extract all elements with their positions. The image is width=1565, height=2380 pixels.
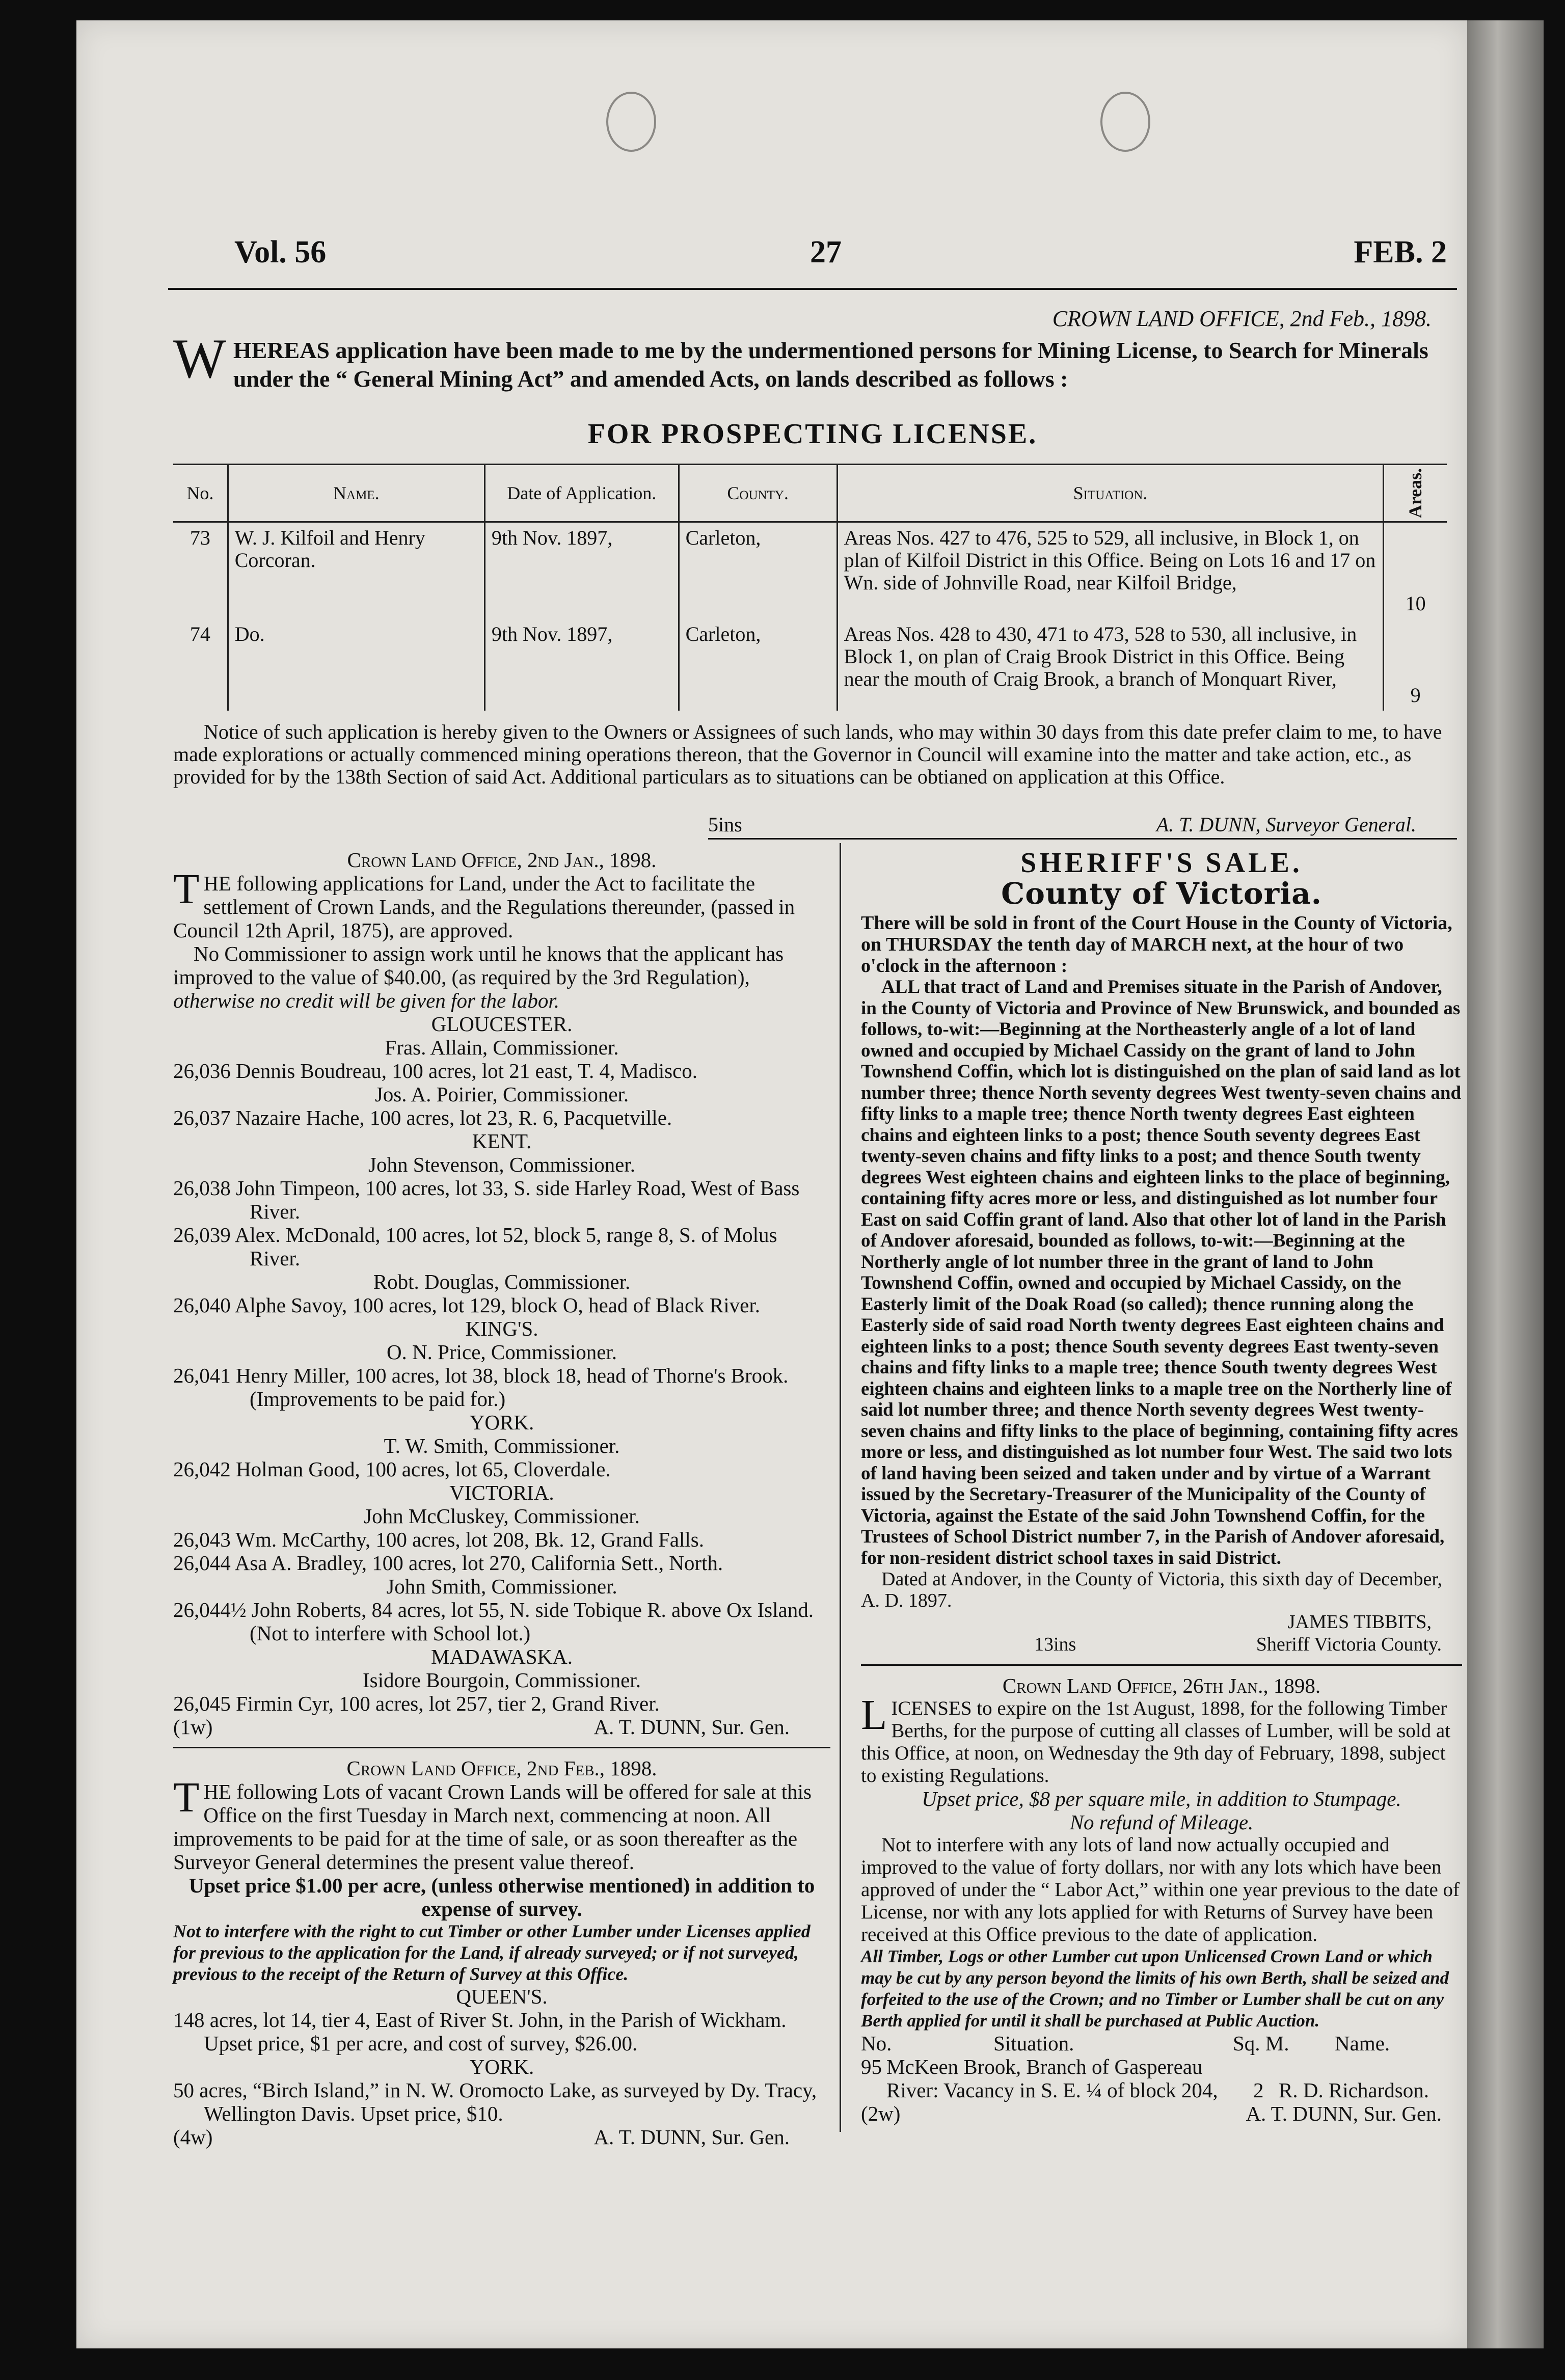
vacant-lots-signature	[173, 2125, 830, 2149]
county-heading: KING'S.	[465, 1317, 538, 1340]
issue-date: FEB. 2	[1354, 235, 1447, 269]
application-entry: 26,042 Holman Good, 100 acres, lot 65, Cloverdale.	[173, 1457, 611, 1481]
page-header	[168, 234, 1457, 295]
commissioner-line: Isidore Bourgoin, Commissioner.	[363, 1668, 641, 1692]
binding-hole	[1100, 92, 1150, 152]
insertion-count: (2w)	[861, 2102, 901, 2125]
insertion-count: 13ins	[1034, 1634, 1076, 1655]
berth-sqm: 2	[1253, 2078, 1264, 2102]
cell-name: W. J. Kilfoil and Henry Corcoran.	[228, 522, 484, 619]
commissioner-line: Robt. Douglas, Commissioner.	[373, 1270, 631, 1293]
cell-county: Carleton,	[679, 619, 837, 711]
insertion-count: 5ins	[708, 813, 742, 836]
column-header: No.	[173, 465, 228, 522]
land-apps-list	[173, 1012, 830, 1715]
application-entry: 26,043 Wm. McCarthy, 100 acres, lot 208, Bk. 12, Grand Falls.	[173, 1528, 704, 1551]
table-header-row	[173, 465, 1447, 522]
application-entry: 26,037 Nazaire Hache, 100 acres, lot 23, R. 6, Pacquetville.	[173, 1106, 672, 1129]
sheriff-dated: Dated at Andover, in the County of Victoria, this sixth day of December, A. D. 1897.	[861, 1568, 1442, 1611]
intro-text: ICENSES to expire on the 1st August, 1898, for the following Timber Berths, for the purpose of cutting all classes of Lumber, will be sold at this Office, at noon, on Wednesday the 9th day of February, 1898, subject to existing Regulations.	[861, 1697, 1451, 1787]
vacant-lots-intro	[173, 1774, 830, 1874]
berth-no: 95	[861, 2055, 882, 2078]
land-apps-signature	[173, 1715, 830, 1739]
commissioner-line: Jos. A. Poirier, Commissioner.	[374, 1083, 629, 1106]
vacant-lots-note: Not to interfere with the right to cut Timber or other Lumber under Licenses applied for previous to the application for the Land, if already surveyed; or if not surveyed, previous to the receipt of the Return of Survey at this Office.	[173, 1921, 811, 1984]
application-entry: 26,039 Alex. McDonald, 100 acres, lot 52, block 5, range 8, S. of Molus River.	[173, 1223, 777, 1270]
county-heading: YORK.	[469, 2055, 534, 2078]
section-title: FOR PROSPECTING LICENSE.	[587, 418, 1038, 450]
timber-refund: No refund of Mileage.	[1069, 1810, 1254, 1834]
signature-name: A. T. DUNN, Sur. Gen.	[593, 2125, 790, 2149]
cell-no: 73	[190, 526, 210, 549]
berth-col-sqm: Sq. M.	[1233, 2032, 1289, 2055]
column-divider	[840, 843, 841, 2132]
column-header: County.	[679, 465, 837, 522]
drop-cap: T	[173, 1774, 200, 1821]
right-column	[861, 848, 1462, 2125]
column-header: Date of Application.	[484, 465, 679, 522]
signature-name: A. T. DUNN, Surveyor General.	[1156, 813, 1416, 836]
binding-hole	[606, 92, 656, 152]
signature-name: A. T. DUNN, Sur. Gen.	[1246, 2102, 1442, 2125]
berth-col-name: Name.	[1335, 2032, 1390, 2055]
table-row	[173, 619, 1447, 711]
vacant-lots-office-line: Crown Land Office, 2nd Feb., 1898.	[346, 1756, 657, 1780]
county-heading: MADAWASKA.	[430, 1645, 573, 1668]
cell-areas: 10	[1384, 522, 1447, 619]
drop-cap: W	[173, 328, 226, 390]
intro-text: HE following applications for Land, under the Act to facilitate the settlement of Crown Lands, and the Regulations thereunder, (passed in Council 12th April, 1875), are approved.	[173, 872, 795, 942]
lot-entry: 50 acres, “Birch Island,” in N. W. Oromocto Lake, as surveyed by Dy. Tracy, Wellington Davis. Upset price, $10.	[173, 2078, 817, 2125]
column-header: Name.	[228, 465, 484, 522]
application-entry: 26,045 Firmin Cyr, 100 acres, lot 257, tier 2, Grand River.	[173, 1692, 660, 1715]
upset-price: Upset price $1.00 per acre, (unless otherwise mentioned) in addition to expense of survey.	[188, 1874, 815, 1921]
page-number: 27	[810, 235, 842, 269]
berth-col-situation: Situation.	[993, 2032, 1074, 2055]
cell-areas: 9	[1384, 619, 1447, 711]
cell-situation: Areas Nos. 427 to 476, 525 to 529, all inclusive, in Block 1, on plan of Kilfoil District in this Office. Being on Lots 16 and 17 on Wn. side of Johnville Road, near Kilfoil Bridge,	[837, 522, 1384, 619]
sheriff-title: SHERIFF'S SALE.	[1020, 847, 1303, 879]
timber-office-line: Crown Land Office, 26th Jan., 1898.	[1002, 1674, 1321, 1697]
license-table	[173, 464, 1447, 711]
land-apps-intro	[173, 866, 830, 942]
drop-cap: L	[861, 1691, 887, 1739]
cell-situation: Areas Nos. 428 to 430, 471 to 473, 528 to 530, all inclusive, in Block 1, on plan of Craig Brook District in this Office. Being near the mouth of Craig Brook, a branch of Monquart River,	[837, 619, 1384, 711]
left-column	[173, 848, 830, 2149]
insertion-count: (1w)	[173, 1715, 213, 1739]
notice-paragraph: Notice of such application is hereby given to the Owners or Assignees of such lands, who may within 30 days from this date prefer claim to me, to have made explorations or actually commenced mining operations thereon, that the Governor in Council will examine into the matter and take action, etc., as provided for by the 138th Section of said Act. Additional particulars as to situations can be obtianed on application at this Office.	[173, 720, 1442, 788]
commissioner-line: O. N. Price, Commissioner.	[386, 1340, 617, 1364]
timber-conditions: Not to interfere with any lots of land now actually occupied and improved to the value of forty dollars, nor with any lots which have been approved of under the “ Labor Act,” within one year previous to the date of License, nor with any lots applied for with Returns of Survey have been received at this Office previous to the date of application.	[861, 1834, 1460, 1945]
cell-county: Carleton,	[679, 522, 837, 619]
note-italic: otherwise no credit will be given for the labor.	[173, 989, 560, 1012]
county-heading: QUEEN'S.	[456, 1985, 548, 2008]
whereas-text: HEREAS application have been made to me by the undermentioned persons for Mining License, to Search for Minerals under the “ General Mining Act” and amended Acts, on lands described as follows :	[233, 337, 1428, 392]
whereas-paragraph	[173, 328, 1447, 393]
note-text: No Commissioner to assign work until he knows that the applicant has improved to the value of $40.00, (as required by the 3rd Regulation),	[173, 942, 784, 989]
berth-col-no: No.	[861, 2032, 892, 2055]
berth-row	[861, 2055, 1462, 2102]
areas-label: Areas.	[1405, 468, 1426, 519]
berth-table-header	[861, 2032, 1462, 2055]
cell-no: 74	[190, 622, 210, 645]
page-edge	[1467, 20, 1544, 2348]
county-heading: YORK.	[469, 1411, 534, 1434]
table-row	[173, 522, 1447, 619]
section-rule	[708, 838, 1457, 840]
timber-upset: Upset price, $8 per square mile, in addition to Stumpage.	[922, 1787, 1401, 1810]
insertion-count: (4w)	[173, 2125, 213, 2149]
volume-label: Vol. 56	[234, 235, 327, 269]
header-rule	[168, 288, 1457, 290]
prospecting-office-line: CROWN LAND OFFICE, 2nd Feb., 1898.	[1052, 306, 1432, 331]
application-entry: 26,036 Dennis Boudreau, 100 acres, lot 21 east, T. 4, Madisco.	[173, 1059, 697, 1083]
county-heading: VICTORIA.	[449, 1481, 554, 1504]
signature-name: A. T. DUNN, Sur. Gen.	[593, 1715, 790, 1739]
sheriff-description: ALL that tract of Land and Premises situate in the Parish of Andover, in the County of Victoria and Province of New Brunswick, and bounded as follows, to-wit:—Beginning at the Northeasterly angle of a lot of land owned and occupied by Michael Cassidy on the grant of land to John Townshend Coffin, which lot is distinguished on the plan of said land as lot number three; thence North seventy degrees West twenty-seven chains and fifty links to a maple tree; thence North twenty degrees East eighteen chains and eighteen links to a post; thence South seventy degrees East twenty-seven chains and fifty links to a post; and thence South twenty degrees West eighteen chains and eighteen links to the place of beginning, containing fifty acres more or less, and distinguished as lot number four East on said Coffin grant of land. Also that other lot of land in the Parish of Andover aforesaid, bounded as follows, to-wit:—Beginning at the Northerly angle of lot number three in the grant of land to John Townshend Coffin, owned and occupied by Michael Cassidy, on the Easterly limit of the Doak Road (so called); thence running along the Easterly side of said road North twenty degrees East eighteen chains and eighteen links to a post; thence South seventy degrees East twenty-seven chains and fifty links to a maple tree; thence South twenty degrees West eighteen chains and eighteen links to a maple tree on the Northerly line of said lot number three; and thence North seventy degrees West twenty-seven chains and fifty links to the place of beginning, containing fifty acres more or less, and distinguished as lot number four West. The said two lots of land having been seized and taken under and by virtue of a Warrant issued by the Secretary-Treasurer of the Municipality of the County of Victoria, against the Estate of the said John Townshend Coffin, for the Trustees of School District number 7, in the Parish of Andover aforesaid, for non-resident district school taxes in said District.	[861, 977, 1462, 1568]
sheriff-intro: There will be sold in front of the Court House in the County of Victoria, on THURSDAY the tenth day of MARCH next, at the hour of two o'clock in the afternoon :	[861, 912, 1452, 977]
land-apps-note	[173, 942, 830, 1012]
application-entry: 26,040 Alphe Savoy, 100 acres, lot 129, block O, head of Black River.	[173, 1293, 760, 1317]
column-header: Situation.	[837, 465, 1384, 522]
application-entry: 26,038 John Timpeon, 100 acres, lot 33, S. side Harley Road, West of Bass River.	[173, 1176, 800, 1223]
drop-cap: T	[173, 866, 200, 913]
document-page	[76, 20, 1467, 2348]
lot-entry: 148 acres, lot 14, tier 4, East of River St. John, in the Parish of Wickham. Upset price, $1 per acre, and cost of survey, $26.00.	[173, 2008, 787, 2055]
berth-situation: McKeen Brook, Branch of Gaspereau River: Vacancy in S. E. ¼ of block 204,	[886, 2055, 1218, 2102]
application-entry: 26,041 Henry Miller, 100 acres, lot 38, block 18, head of Thorne's Brook. (Improvements to be paid for.)	[173, 1364, 789, 1411]
land-apps-office-line: Crown Land Office, 2nd Jan., 1898.	[347, 848, 657, 872]
commissioner-line: John Smith, Commissioner.	[386, 1575, 617, 1598]
cell-date: 9th Nov. 1897,	[484, 619, 679, 711]
intro-text: HE following Lots of vacant Crown Lands will be offered for sale at this Office on the first Tuesday in March next, commencing at noon. All improvements to be paid for at the time of sale, or as soon thereafter as the Surveyor General determines the present value thereof.	[173, 1780, 812, 1874]
sheriff-title-line: Sheriff Victoria County.	[1256, 1634, 1442, 1655]
application-entry: 26,044 Asa A. Bradley, 100 acres, lot 270, California Sett., North.	[173, 1551, 723, 1575]
county-heading: GLOUCESTER.	[431, 1012, 573, 1036]
column-header	[1384, 465, 1447, 522]
sheriff-name: JAMES TIBBITS,	[1287, 1611, 1432, 1633]
cell-name: Do.	[228, 619, 484, 711]
commissioner-line: John Stevenson, Commissioner.	[368, 1153, 635, 1176]
timber-intro	[861, 1691, 1462, 1787]
timber-note: All Timber, Logs or other Lumber cut upon Unlicensed Crown Land or which may be cut by any person beyond the limits of his own Berth, shall be seized and forfeited to the use of the Crown; and no Timber or Lumber shall be cut on any Berth applied for until it shall be purchased at Public Auction.	[861, 1946, 1449, 2031]
berth-name: R. D. Richardson.	[1279, 2078, 1429, 2102]
section-rule	[173, 1747, 830, 1748]
commissioner-line: T. W. Smith, Commissioner.	[384, 1434, 620, 1457]
sheriff-signature	[861, 1633, 1462, 1656]
cell-date: 9th Nov. 1897,	[484, 522, 679, 619]
timber-signature	[861, 2102, 1462, 2125]
application-entry: 26,044½ John Roberts, 84 acres, lot 55, N. side Tobique R. above Ox Island. (Not to interfere with School lot.)	[173, 1598, 814, 1645]
commissioner-line: Fras. Allain, Commissioner.	[385, 1036, 619, 1059]
county-heading: KENT.	[472, 1129, 532, 1153]
county-title: County of Victoria.	[1001, 876, 1322, 911]
commissioner-line: John McCluskey, Commissioner.	[364, 1504, 640, 1528]
section-rule	[861, 1664, 1462, 1666]
